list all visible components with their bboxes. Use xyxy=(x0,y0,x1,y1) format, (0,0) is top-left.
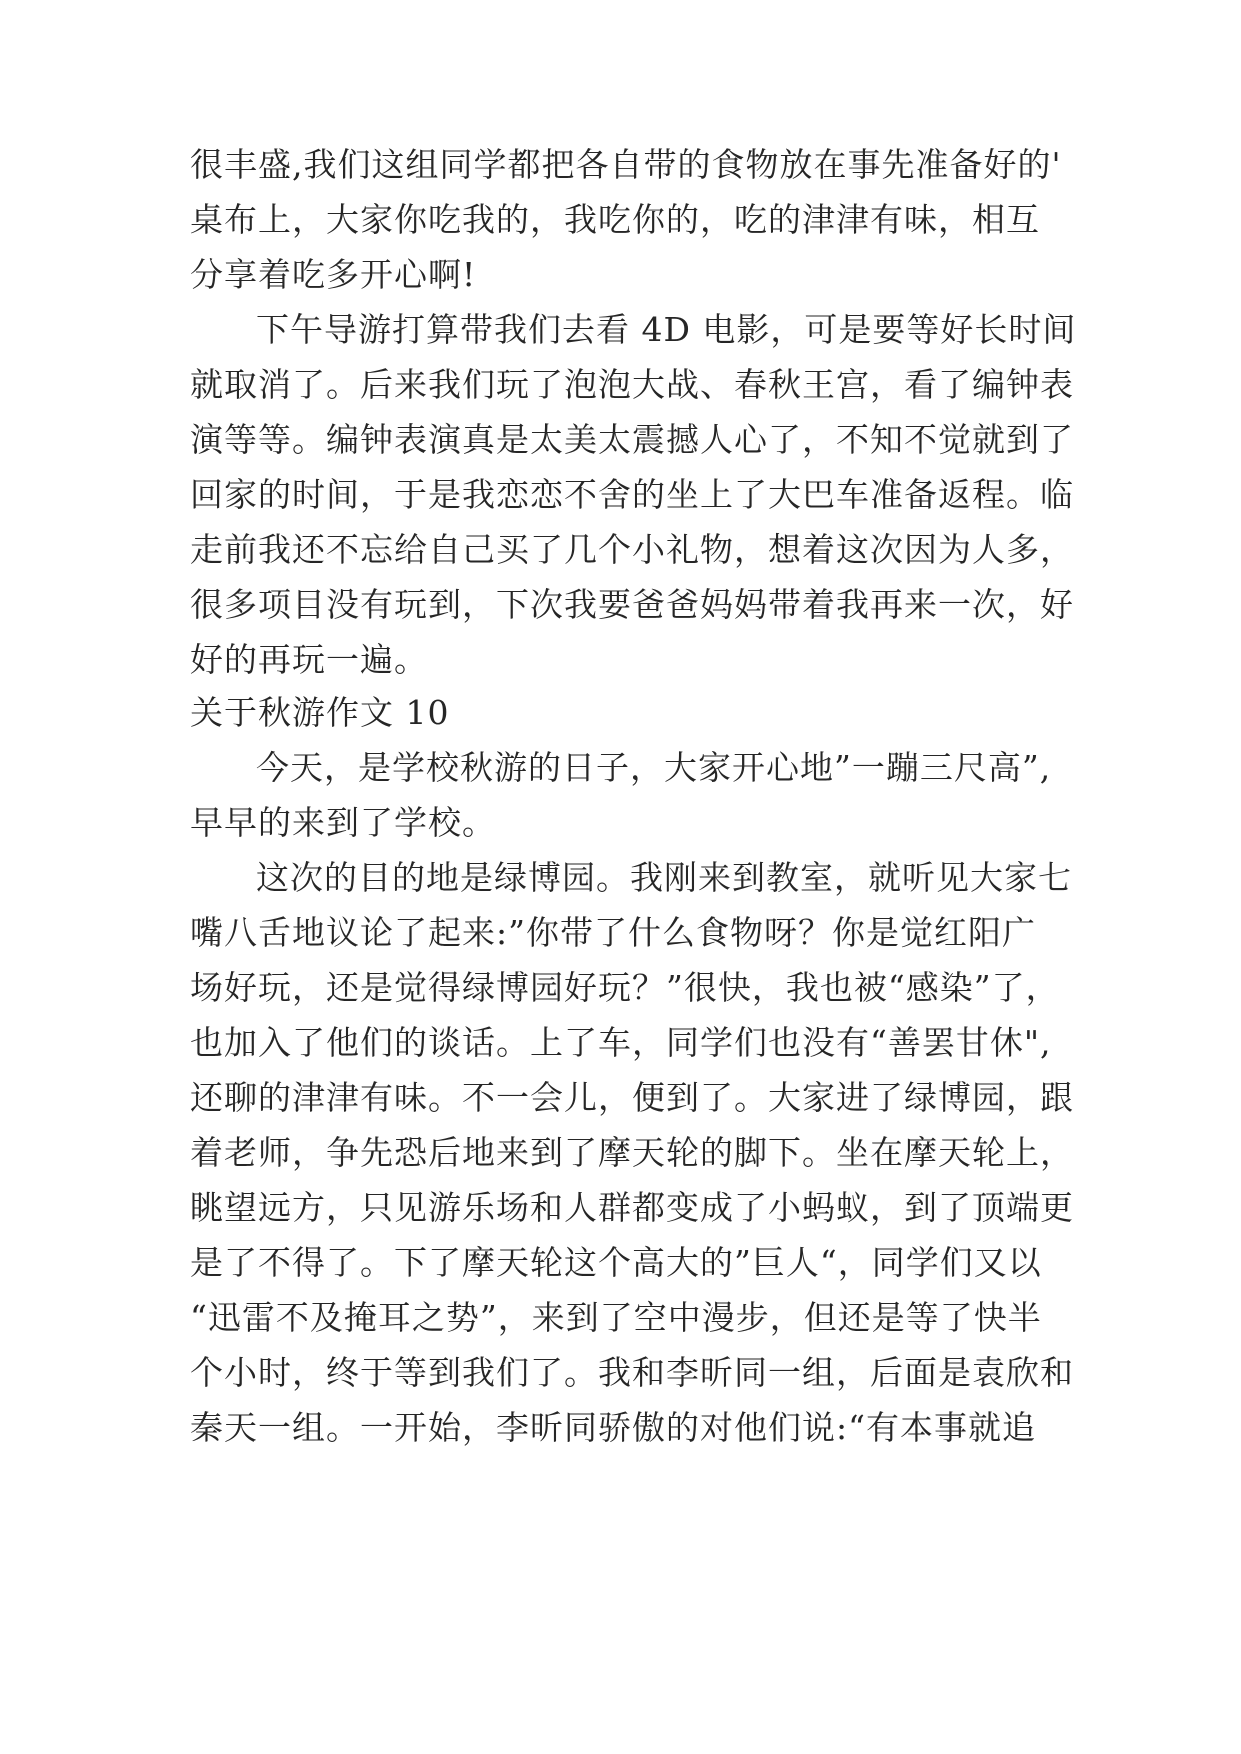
text-line: 早早的来到了学校。 xyxy=(190,803,496,842)
text-line: “迅雷不及掩耳之势”，来到了空中漫步，但还是等了快半 xyxy=(190,1298,1042,1337)
text-line: 很多项目没有玩到，下次我要爸爸妈妈带着我再来一次，好 xyxy=(190,585,1074,624)
text-line: 就取消了。后来我们玩了泡泡大战、春秋王宫，看了编钟表 xyxy=(190,365,1074,404)
text-line: 演等等。编钟表演真是太美太震撼人心了，不知不觉就到了 xyxy=(190,420,1074,459)
text-line: 还聊的津津有味。不一会儿，便到了。大家进了绿博园，跟 xyxy=(190,1078,1074,1117)
section-heading: 关于秋游作文 10 xyxy=(190,693,450,732)
text-line: 是了不得了。下了摩天轮这个高大的”巨人“，同学们又以 xyxy=(190,1243,1042,1282)
text-line: 个小时，终于等到我们了。我和李昕同一组，后面是袁欣和 xyxy=(190,1353,1074,1392)
text-line: 分享着吃多开心啊! xyxy=(190,255,477,294)
text-line: 也加入了他们的谈话。上了车，同学们也没有“善罢甘休", xyxy=(190,1023,1052,1062)
text-line: 桌布上，大家你吃我的，我吃你的，吃的津津有味，相互 xyxy=(190,200,1040,239)
text-line: 回家的时间，于是我恋恋不舍的坐上了大巴车准备返程。临 xyxy=(190,475,1074,514)
paragraph-first-line: 今天，是学校秋游的日子，大家开心地”一蹦三尺高”, xyxy=(256,748,1052,787)
text-line: 着老师，争先恐后地来到了摩天轮的脚下。坐在摩天轮上， xyxy=(190,1133,1074,1172)
text-line: 嘴八舌地议论了起来:”你带了什么食物呀？你是觉红阳广 xyxy=(190,913,1036,952)
text-line: 走前我还不忘给自己买了几个小礼物，想着这次因为人多， xyxy=(190,530,1074,569)
paragraph-first-line: 这次的目的地是绿博园。我刚来到教室，就听见大家七 xyxy=(256,858,1072,897)
text-line: 场好玩，还是觉得绿博园好玩？”很快，我也被“感染”了， xyxy=(190,968,1060,1007)
text-line: 眺望远方，只见游乐场和人群都变成了小蚂蚁，到了顶端更 xyxy=(190,1188,1074,1227)
text-line: 秦天一组。一开始，李昕同骄傲的对他们说:“有本事就追 xyxy=(190,1408,1036,1447)
text-line: 很丰盛,我们这组同学都把各自带的食物放在事先准备好的' xyxy=(190,145,1062,184)
paragraph-first-line: 下午导游打算带我们去看 4D 电影，可是要等好长时间 xyxy=(256,310,1077,349)
text-line: 好的再玩一遍。 xyxy=(190,640,428,679)
